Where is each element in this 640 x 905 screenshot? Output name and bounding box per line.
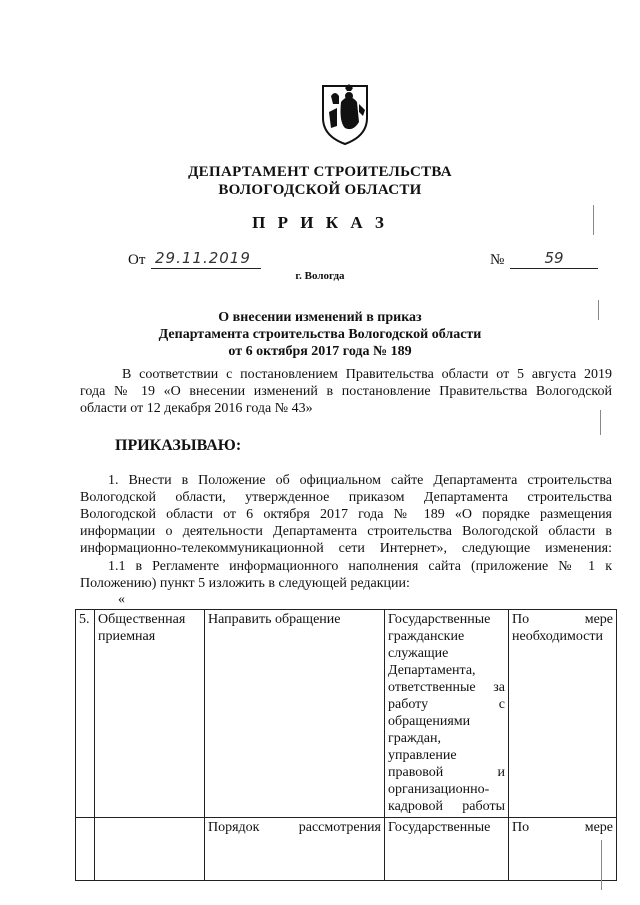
section-cell (95, 818, 205, 881)
term-word-1: По (512, 612, 530, 627)
date-handwritten: 29.11.2019 (151, 248, 261, 269)
scan-edge-mark (598, 300, 599, 320)
action-word-1: Порядок (208, 820, 260, 835)
item1-line3: Вологодской области от 6 октября 2017 года № 189 «О порядке размещения (80, 507, 612, 522)
row-number-cell: 5. (76, 610, 95, 818)
preamble-line1: В соответствии с постановлением Правительства области от 5 августа 2019 (122, 367, 612, 382)
item1-1-line1: 1.1 в Регламенте информационного наполнения сайта (приложение № 1 к (108, 559, 612, 574)
item1-line2: Вологодской области, утвержденное приказом Департамента строительства (80, 490, 612, 505)
table-row (76, 818, 617, 881)
department-name-line1: ДЕПАРТАМЕНТ СТРОИТЕЛЬСТВА (188, 164, 452, 180)
row-number-cell (76, 818, 95, 881)
scan-edge-mark (593, 205, 594, 235)
responsible-cell: Государственные гражданские служащие Департамента, ответственные за работу с обращениями граждан, управление правовой и организационно-кадровой работы (385, 610, 509, 818)
scan-edge-mark (600, 410, 601, 435)
decree-heading: ПРИКАЗЫВАЮ: (115, 437, 242, 454)
number-label: № (490, 252, 505, 268)
term-cell (509, 610, 617, 818)
scan-edge-mark (601, 840, 602, 890)
section-cell: Общественная приемная (95, 610, 205, 818)
term-word-2: мере (584, 820, 613, 835)
responsible-cell: Государственные (385, 818, 509, 881)
title-line3: от 6 октября 2017 года № 189 (228, 344, 412, 359)
regulation-table (75, 609, 617, 881)
preamble-line2: года № 19 «О внесении изменений в постановление Правительства Вологодской (80, 384, 612, 399)
action-cell (205, 818, 385, 881)
item1-line5: информационно-телекоммуникационной сети Интернет», следующие изменения: (80, 541, 612, 556)
document-type: П Р И К А З (252, 213, 388, 232)
city-label: г. Вологда (295, 270, 345, 282)
item1-line4: информации о деятельности Департамента строительства Вологодской области в (80, 524, 612, 539)
action-word-2: рассмотрения (298, 820, 381, 835)
term-line-2: необходимости (512, 629, 604, 644)
preamble-line3: области от 12 декабря 2016 года № 43» (80, 401, 313, 416)
coat-of-arms-emblem (319, 82, 371, 146)
term-word-1: По (512, 820, 530, 835)
title-line1: О внесении изменений в приказ (218, 310, 422, 325)
date-label: От (128, 252, 146, 268)
opening-quote: « (118, 592, 125, 607)
table-row (76, 610, 617, 818)
number-handwritten: 59 (510, 248, 598, 269)
term-word-2: мере (584, 612, 613, 627)
item1-line1: 1. Внести в Положение об официальном сайте Департамента строительства (108, 473, 612, 488)
department-name-line2: ВОЛОГОДСКОЙ ОБЛАСТИ (218, 182, 422, 198)
title-line2: Департамента строительства Вологодской области (158, 327, 482, 342)
action-cell: Направить обращение (205, 610, 385, 818)
item1-1-line2: Положению) пункт 5 изложить в следующей редакции: (80, 576, 410, 591)
